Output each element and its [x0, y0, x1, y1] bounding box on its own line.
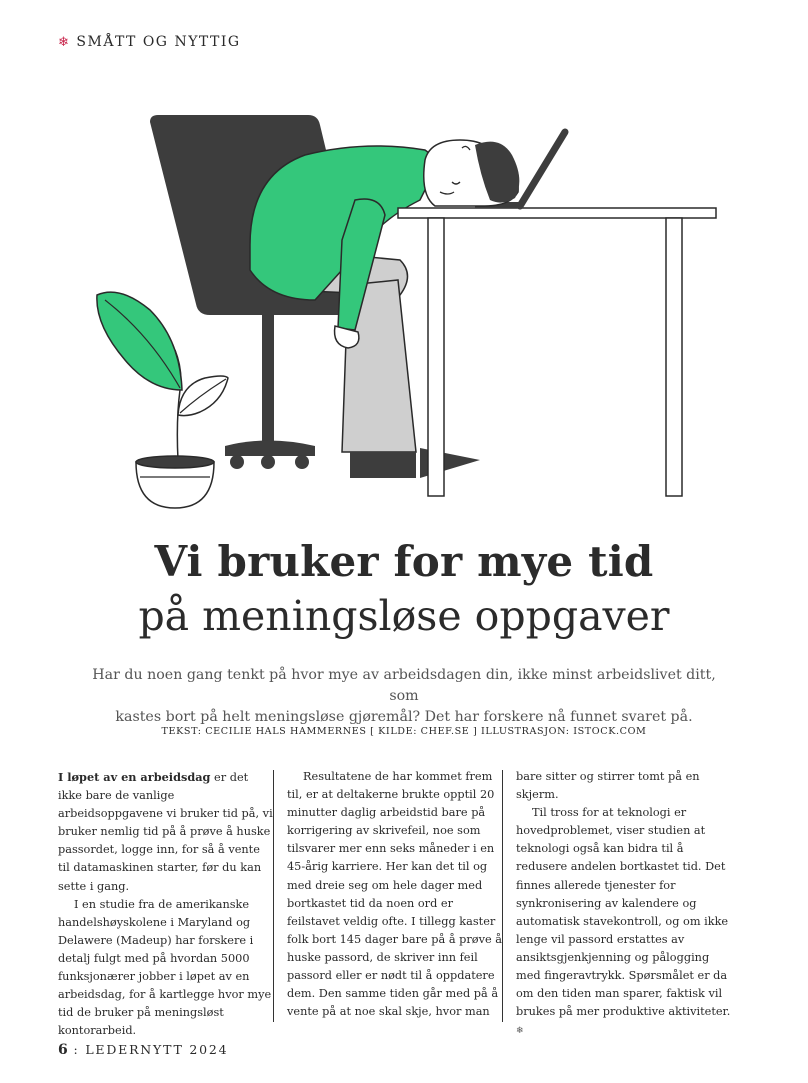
paragraph: I en studie fra de amerikanske handelshøyskolene i Maryland og Delawere (Madeup) har forskere i detalj fulgt med på hvordan 5000 funksjonærer jobber i løpet av en arbeidsdag, for å kartlegge hvor mye tid de bruker på meningsløst kontorarbeid.	[58, 897, 272, 1038]
plant-leaf-big	[97, 292, 182, 390]
paragraph	[516, 804, 731, 1040]
page-number: 6	[58, 1042, 68, 1058]
chair-post	[262, 315, 274, 445]
lead-line2: kastes bort på helt meningsløse gjøremål? Det har forskere nå funnet svaret på.	[115, 709, 693, 725]
article-title-line2: på meningsløse oppgaver	[138, 592, 670, 640]
article-title-line1: Vi bruker for mye tid	[154, 537, 654, 586]
column-divider	[502, 770, 503, 1022]
section-label	[58, 34, 241, 50]
body-column-1	[58, 768, 273, 1040]
laptop-screen	[520, 132, 565, 206]
tired-office-worker-illustration	[80, 100, 730, 520]
lead-in-bold: I løpet av en arbeidsdag	[58, 770, 211, 784]
snowflake-icon: ❄	[58, 34, 71, 50]
body-column-2	[287, 768, 502, 1021]
desk-leg-left	[428, 218, 444, 496]
footer-separator: :	[67, 1042, 86, 1057]
chair-base	[225, 441, 315, 457]
body-column-3	[516, 768, 731, 1040]
end-snowflake-icon: ❄	[516, 1026, 524, 1037]
desk-top	[398, 208, 716, 218]
desk-leg-right	[666, 218, 682, 496]
paragraph-text: Til tross for at teknologi er hovedproblemet, viser studien at teknologi også kan bidra til å redusere andelen bortkastet tid. Det finnes allerede tjenester for synkronisering av kalendere og automatisk stavekontroll, og om ikke lenge vil passord erstattes av ansiktsgjenkjenning og pålogging med fingeravtrykk. Spørsmålet er da om den tiden man sparer, faktisk vil brukes på mer produktive aktiviteter.	[516, 806, 731, 1019]
shoe-left	[350, 452, 416, 478]
paragraph: bare sitter og stirrer tomt på en skjerm.	[516, 770, 700, 802]
paragraph	[58, 768, 273, 896]
paragraph-text: er det ikke bare de vanlige arbeidsoppgavene vi bruker tid på, vi bruker nemlig tid på å prøve å huske passordet, logge inn, for så å vente til datamaskinen starter, før du kan sette i gang.	[58, 771, 273, 893]
page-footer	[58, 1042, 228, 1058]
paragraph: Resultatene de har kommet frem til, er at deltakerne brukte opptil 20 minutter daglig arbeidstid bare på korrigering av skrivefeil, noe som tilsvarer mer enn seks måneder i en 45-årig karriere. Her kan det til og med dreie seg om hele dager med bortkastet tid da noen ord er feilstavet veldig ofte. I tillegg kaster folk bort 145 dager bare på å prøve å huske passord, de skriver inn feil passord eller er nødt til å oppdatere dem. Den samme tiden går med på å vente på at noe skal skje, hvor man	[287, 770, 502, 1019]
section-title: SMÅTT OG NYTTIG	[76, 34, 241, 50]
plant-pot	[136, 462, 214, 508]
column-divider	[273, 770, 274, 1022]
publication-name: LEDERNYTT 2024	[85, 1042, 229, 1057]
article-lead	[80, 665, 728, 728]
article-credits: TEKST: CECILIE HALS HAMMERNES [ KILDE: CHEF.SE ] ILLUSTRASJON: ISTOCK.COM	[161, 726, 647, 737]
lead-line1: Har du noen gang tenkt på hvor mye av arbeidsdagen din, ikke minst arbeidslivet ditt, som	[92, 667, 716, 704]
